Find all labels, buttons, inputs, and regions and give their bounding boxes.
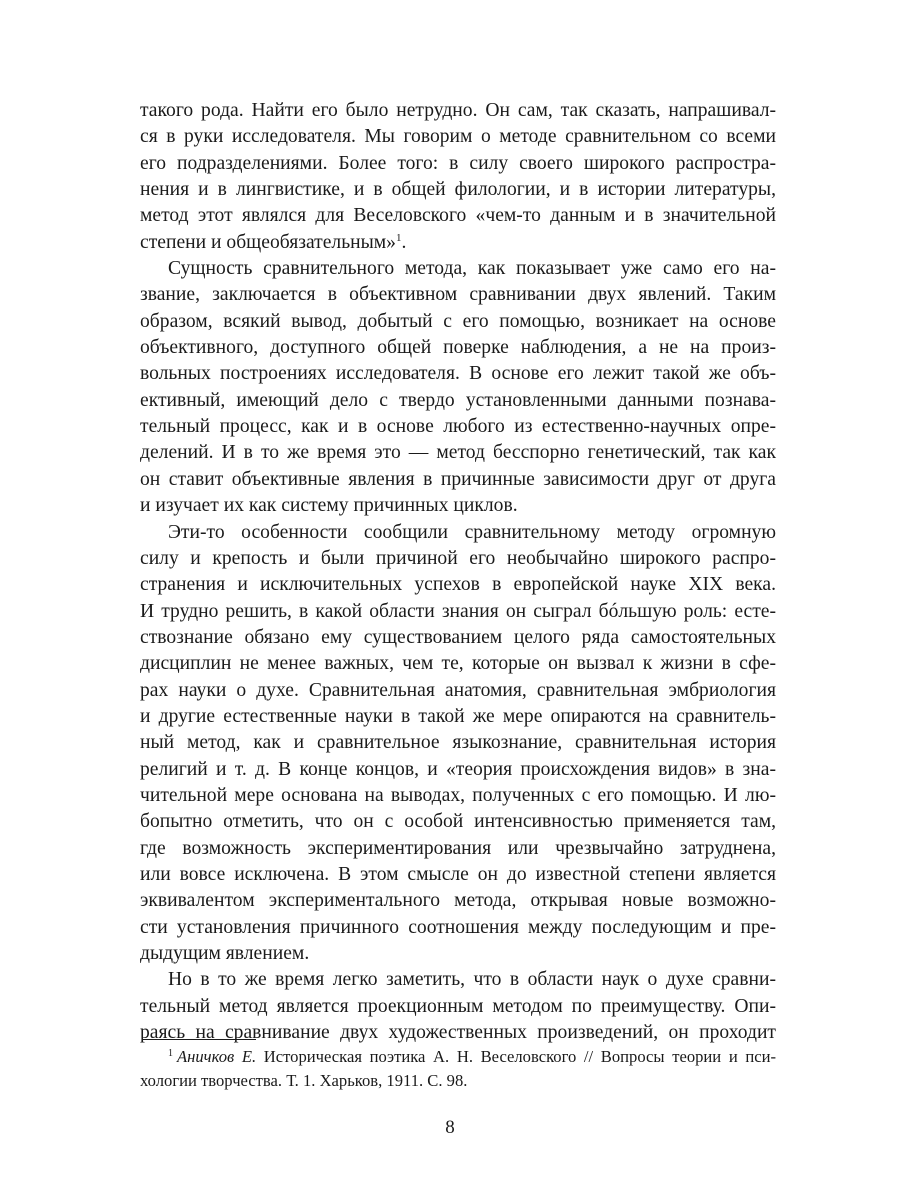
footnote-text: Историческая поэтика А. Н. Веселовского // Вопросы теории и пси- [256,1047,776,1066]
footnote-reference[interactable]: 1 [395,231,402,244]
footnote-author: Аничков Е. [177,1047,257,1066]
paragraph-first-line: Эти-то особенности сообщили сравнительному методу огромную [168,521,776,543]
text-line: тельный метод является проекционным методом по преимуществу. Опи- [140,995,776,1017]
text-line: звание, заключается в объективном сравнивании двух явлений. Таким [140,284,776,306]
text-line: рах науки о духе. Сравнительная анатомия, сравнительная эмбриология [140,679,776,701]
text-line: ся в руки исследователя. Мы говорим о методе сравнительном со всеми [140,126,776,148]
text-line: образом, всякий вывод, добытый с его помощью, возникает на основе [140,310,776,332]
footnote [140,1045,776,1093]
text-line: тельный процесс, как и в основе любого из естественно-научных опре- [140,416,776,438]
text-line: степени и общеобязательным»$^1$. [140,231,407,253]
body-text [140,98,776,1046]
text-line: ный метод, как и сравнительное языкознание, сравнительная история [140,732,776,754]
text-span: степени и общеобязательным» [140,231,396,253]
text-line: делений. И в то же время это — метод бесспорно генетический, так как [140,442,776,464]
text-line: религий и т. д. В конце концов, и «теория происхождения видов» в зна- [140,758,776,780]
text-line: бопытно отметить, что он с особой интенсивностью применяется там, [140,811,776,833]
text-line: такого рода. Найти его было нетрудно. Он сам, так сказать, напрашивал- [140,100,776,121]
footnote-marker: 1 [168,1048,173,1059]
text-line: эквивалентом экспериментального метода, открывая новые возможно- [140,890,776,912]
paragraph-first-line: Но в то же время легко заметить, что в области наук о духе сравни- [168,969,776,991]
text-line: дыдущим явлением. [140,943,310,964]
text-line: странения и исключительных успехов в европейской науке XIX века. [140,574,776,596]
text-line: и другие естественные науки в такой же мере опираются на сравнитель- [140,705,776,727]
text-line: раясь на сравнивание двух художественных произведений, он проходит [140,1022,776,1044]
text-line: и изучает их как систему причинных циклов. [140,495,518,517]
text-line: он ставит объективные явления в причинные зависимости друг от друга [140,468,776,490]
text-line: метод этот являлся для Веселовского «чем-то данным и в значительной [140,205,776,227]
text-line: вольных построениях исследователя. В основе его лежит такой же объ- [140,363,776,385]
text-line: чительной мере основана на выводах, полученных с его помощью. И лю- [140,784,776,806]
text-line: силу и крепость и были причиной его необычайно широкого распро- [140,547,776,569]
text-line: нения и в лингвистике, и в общей филологии, и в истории литературы, [140,179,776,201]
text-line: дисциплин не менее важных, чем те, которые он вызвал к жизни в сфе- [140,653,776,675]
text-line: его подразделениями. Более того: в силу своего широкого распростра- [140,152,776,174]
footnote-line: хологии творчества. Т. 1. Харьков, 1911. С. 98. [140,1071,468,1090]
text-line: где возможность экспериментирования или чрезвычайно затруднена, [140,837,776,859]
page-number: 8 [445,1117,455,1138]
text-line: или вовсе исключена. В этом смысле он до известной степени является [140,863,776,885]
text-line: сти установления причинного соотношения между последующим и пре- [140,916,776,938]
text-line: И трудно решить, в какой области знания он сыграл бóльшую роль: есте- [140,600,776,622]
text-line: объективного, доступного общей поверке наблюдения, а не на произ- [140,337,776,359]
footnote-line [140,1045,776,1069]
footnote-separator [142,1039,256,1040]
text-line: ствознание обязано ему существованием целого ряда самостоятельных [140,626,776,648]
text-line: ективный, имеющий дело с твердо установленными данными познава- [140,389,776,411]
paragraph-first-line: Сущность сравнительного метода, как показывает уже само его на- [168,258,776,280]
